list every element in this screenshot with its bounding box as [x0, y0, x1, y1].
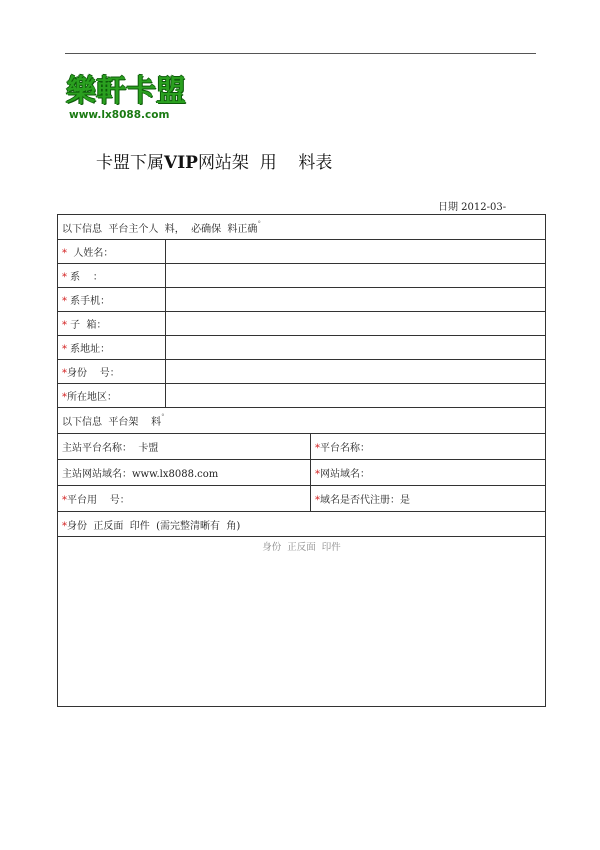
personal-field-label [58, 288, 166, 312]
personal-field-input[interactable] [166, 360, 546, 384]
section2-heading-row [58, 408, 546, 434]
id-card-label [58, 512, 546, 537]
section2-heading-text: 以下信息 平台架 料 [62, 417, 162, 428]
heading-mark: ° [161, 413, 165, 421]
personal-field-input[interactable] [166, 240, 546, 264]
date-label: 日期 2012-03- [438, 202, 507, 213]
personal-field-label [58, 336, 166, 360]
heading-mark: ° [257, 219, 261, 228]
top-rule [65, 53, 536, 54]
platform-field-left-text: 平台用 号： [67, 495, 130, 506]
personal-field-label [58, 240, 166, 264]
personal-field-row [58, 384, 546, 408]
title-vip: VIP [164, 153, 198, 173]
field-label-text: 系手机： [67, 296, 111, 307]
page-title [96, 148, 332, 173]
platform-field-right-text: 平台名称： [320, 443, 370, 454]
required-star: * [315, 469, 320, 480]
required-star: * [62, 320, 67, 331]
personal-field-label [58, 360, 166, 384]
required-star: * [62, 344, 67, 355]
personal-field-input[interactable] [166, 312, 546, 336]
section2-heading [58, 408, 546, 434]
personal-field-row [58, 264, 546, 288]
field-label-text: 身份 号： [67, 368, 120, 379]
section1-heading: 以下信息 平台主个人 料， 必确保 料正确° [58, 215, 546, 240]
personal-field-label [58, 384, 166, 408]
platform-field-row [58, 434, 546, 460]
platform-field-left[interactable] [58, 434, 311, 460]
field-label-text: 所在地区： [67, 392, 117, 403]
field-label-text: 系地址： [67, 344, 111, 355]
platform-field-right-text: 域名是否代注册：是 [320, 495, 410, 506]
personal-field-label [58, 312, 166, 336]
personal-field-input[interactable] [166, 288, 546, 312]
platform-field-right[interactable] [311, 460, 546, 486]
id-card-hint: 身份 正反面 印件 [262, 542, 341, 553]
logo-text: 樂軒卡盟 [66, 74, 186, 109]
required-star: * [62, 272, 67, 283]
id-card-label-text: 身份 正反面 印件 (需完整清晰有 角) [67, 520, 241, 532]
id-card-upload-area[interactable] [58, 537, 546, 707]
personal-field-row [58, 360, 546, 384]
personal-field-input[interactable] [166, 336, 546, 360]
field-label-text: 人姓名： [67, 248, 114, 259]
platform-field-row [58, 486, 546, 512]
platform-field-right-text: 网站域名： [320, 469, 370, 480]
id-card-upload-row [58, 537, 546, 707]
required-star: * [315, 495, 320, 506]
platform-field-right[interactable] [311, 486, 546, 512]
required-star: * [315, 443, 320, 454]
platform-field-right[interactable] [311, 434, 546, 460]
personal-field-row [58, 336, 546, 360]
id-card-label-row [58, 512, 546, 537]
personal-field-input[interactable] [166, 384, 546, 408]
required-star: * [62, 495, 67, 506]
field-label-text: 子 箱： [67, 320, 107, 331]
required-star: * [62, 248, 67, 259]
platform-field-left[interactable] [58, 460, 311, 486]
personal-field-label [58, 264, 166, 288]
personal-field-input[interactable] [166, 264, 546, 288]
field-label-text: 系 ： [67, 272, 103, 283]
required-star: * [62, 520, 67, 532]
required-star: * [62, 392, 67, 403]
personal-field-row [58, 312, 546, 336]
platform-field-left-text: 主站网站域名：www.lx8088.com [62, 469, 219, 480]
title-part2: 网站架 用 料表 [197, 153, 333, 173]
platform-field-row [58, 460, 546, 486]
personal-field-row [58, 288, 546, 312]
platform-field-left[interactable] [58, 486, 311, 512]
logo [66, 76, 188, 124]
section1-heading-row [58, 215, 546, 240]
title-part1: 卡盟下属 [96, 153, 164, 173]
required-star: * [62, 368, 67, 379]
logo-url: www.lx8088.com [69, 109, 170, 121]
required-star: * [62, 296, 67, 307]
platform-field-left-text: 主站平台名称： 卡盟 [62, 443, 159, 454]
registration-form [57, 214, 546, 707]
personal-field-row [58, 240, 546, 264]
